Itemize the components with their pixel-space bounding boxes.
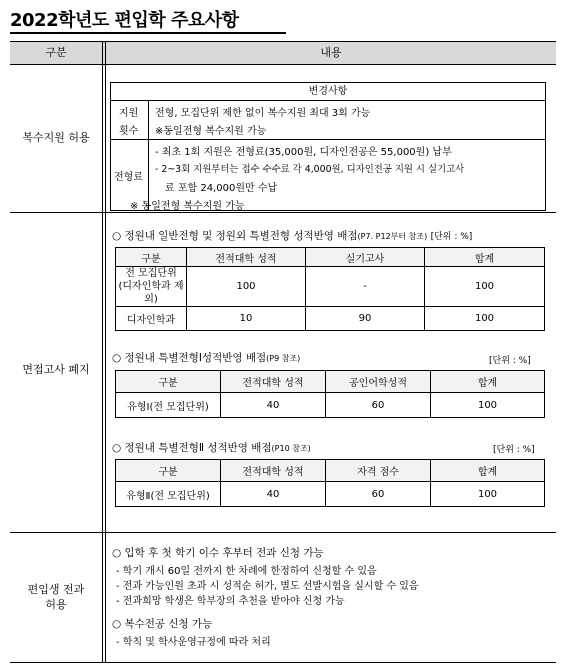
table-row	[116, 267, 545, 307]
column-divider	[102, 42, 103, 662]
t3-heading	[112, 440, 311, 455]
t1-cat-line2: (디자인학과 제외)	[118, 281, 184, 305]
section-label-multiple-apply: 복수지원 허용	[22, 131, 90, 144]
transfer-line-4: - 학칙 및 학사운영규정에 따라 처리	[116, 637, 271, 648]
t1-cell: 10	[187, 307, 306, 331]
t2-cell: 60	[326, 393, 431, 418]
same-type-note: ※ 동일전형 복수지원 가능	[130, 201, 245, 212]
page-title: 2022학년도 편입학 주요사항	[10, 10, 239, 31]
table-row	[116, 307, 545, 331]
t1-unit: [단위 : %]	[430, 232, 473, 242]
section-separator	[10, 212, 556, 213]
change-box-divider	[148, 101, 149, 210]
fee-line2: - 2~3회 지원부터는 접수 수수료 각 4,000원, 디자인전공 지원 시 실기고사	[155, 164, 465, 175]
t3-ref: (P10 참조)	[271, 444, 311, 453]
header-category: 구분	[45, 46, 67, 59]
section-label-interview: 면접고사 폐지	[22, 363, 90, 376]
t2-header: 전적대학 성적	[221, 371, 326, 393]
t2-heading-text: ○ 정원내 특별전형Ⅰ성적반영 배점	[112, 352, 267, 364]
t2-cell: 100	[431, 393, 545, 418]
transfer-heading-1: ○ 입학 후 첫 학기 이수 후부터 전과 신청 가능	[112, 547, 324, 559]
t1-header: 합계	[425, 248, 545, 267]
t3-cell: 40	[221, 482, 326, 507]
score-table-3	[115, 459, 545, 507]
table-row	[116, 393, 545, 418]
apply-rule-line2: ※동일전형 복수지원 가능	[155, 126, 267, 137]
header-content: 내용	[320, 46, 342, 59]
fee-line1: - 최초 1회 지원은 전형료(35,000원, 디자인전공은 55,000원) 납부	[155, 147, 452, 158]
section-separator	[10, 532, 556, 533]
t3-cell: 유형Ⅱ(전 모집단위)	[116, 482, 221, 507]
row-label-fee: 전형료	[114, 172, 143, 183]
row-label-apply-b: 횟수	[119, 126, 139, 137]
column-divider-double	[105, 42, 106, 662]
main-table	[10, 41, 556, 663]
t2-header: 공인어학성적	[326, 371, 431, 393]
t1-header: 실기고사	[306, 248, 425, 267]
section-label-transfer	[10, 582, 102, 612]
t3-header: 합계	[431, 460, 545, 482]
title-underline	[10, 32, 286, 34]
t3-header: 전적대학 성적	[221, 460, 326, 482]
change-box	[110, 82, 546, 211]
transfer-label-a: 편입생 전과	[27, 583, 85, 596]
transfer-line-3: - 전과희망 학생은 학부장의 추천을 받아야 신청 가능	[116, 596, 345, 607]
t1-cell: 디자인학과	[116, 307, 187, 331]
apply-rule-line1: 전형, 모집단위 제한 없이 복수지원 최대 3회 가능	[155, 108, 371, 119]
t1-cell: 100	[425, 307, 545, 331]
transfer-line-2: - 전과 가능인원 초과 시 성적순 허가, 별도 선발시험을 실시할 수 있음	[116, 581, 419, 592]
transfer-label-b: 허용	[45, 598, 67, 611]
t3-unit: [단위 : %]	[493, 445, 535, 455]
score-table-1	[115, 247, 545, 331]
t2-unit: [단위 : %]	[489, 356, 531, 366]
fee-line3: 료 포함 24,000원만 수납	[165, 183, 278, 194]
row-label-apply-a: 지원	[119, 108, 139, 119]
t1-cat-line1: 전 모집단위	[125, 268, 177, 279]
t3-header: 구분	[116, 460, 221, 482]
t1-cell: 90	[306, 307, 425, 331]
t2-cell: 유형Ⅰ(전 모집단위)	[116, 393, 221, 418]
change-box-row-sep	[111, 139, 545, 140]
t1-cell-category	[116, 267, 187, 307]
t1-cell: 100	[425, 267, 545, 307]
t2-ref: (P9 참조)	[266, 354, 301, 363]
t1-heading	[112, 228, 472, 243]
t1-ref: (P7. P12부터 참조)	[357, 232, 428, 241]
t2-heading	[112, 350, 300, 365]
t3-header: 자격 점수	[326, 460, 431, 482]
change-box-title: 변경사항	[111, 83, 545, 101]
score-table-2	[115, 370, 545, 418]
t1-header: 구분	[116, 248, 187, 267]
t2-header: 합계	[431, 371, 545, 393]
t1-heading-text: ○ 정원내 일반전형 및 정원외 특별전형 성적반영 배점	[112, 230, 358, 242]
t1-cell: -	[306, 267, 425, 307]
t2-cell: 40	[221, 393, 326, 418]
t1-header: 전적대학 성적	[187, 248, 306, 267]
t2-header: 구분	[116, 371, 221, 393]
transfer-line-1: - 학기 개시 60일 전까지 한 차례에 한정하여 신청할 수 있음	[116, 566, 377, 577]
table-header	[10, 42, 556, 65]
table-row	[116, 482, 545, 507]
t3-cell: 100	[431, 482, 545, 507]
transfer-heading-2: ○ 복수전공 신청 가능	[112, 618, 213, 630]
t1-cell: 100	[187, 267, 306, 307]
t3-cell: 60	[326, 482, 431, 507]
t3-heading-text: ○ 정원내 특별전형Ⅱ 성적반영 배점	[112, 442, 272, 454]
